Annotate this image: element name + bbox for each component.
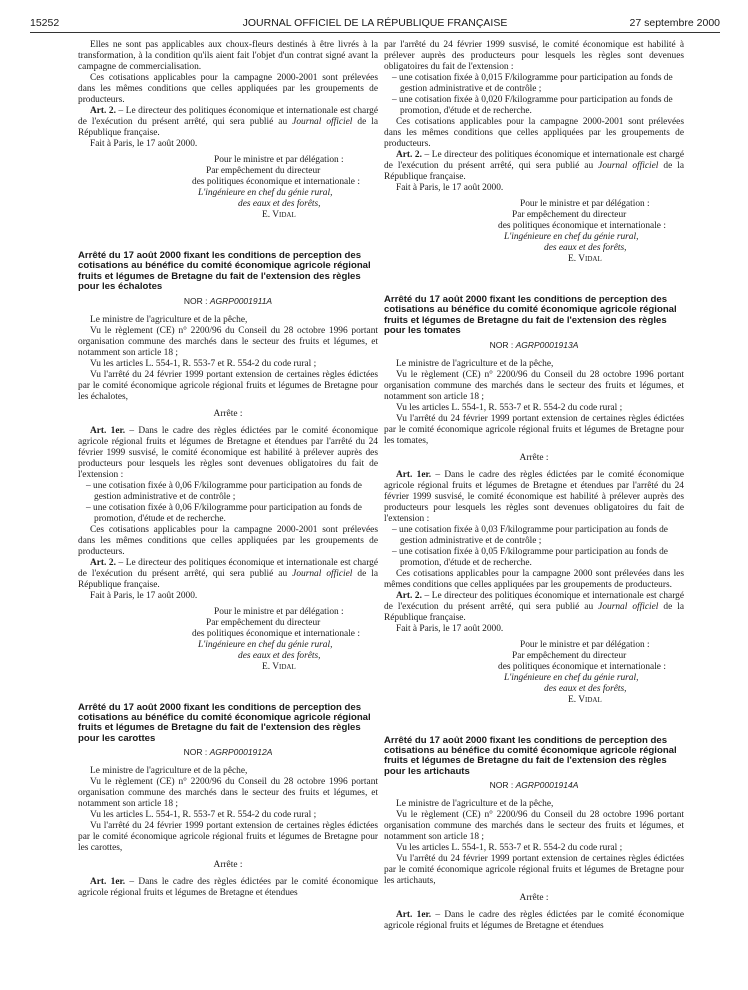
article-1: Art. 1er. – Dans le cadre des règles édictées par le comité économique agricole régional fruits et légumes de Bretagne et étendues (78, 877, 378, 899)
article-label: Art. 2. (90, 557, 116, 568)
arrete-heading: Arrête : (213, 408, 243, 419)
page-number: 15252 (30, 17, 60, 29)
paragraph: Ces cotisations applicables pour la campagne 2000-2001 sont prélevées dans les mêmes conditions que celles appliquées par les groupements de producteurs. (78, 73, 378, 105)
signature-block: Pour le ministre et par délégation : Par empêchement du directeur des politiques économique et internationale : L'ingénieure en chef du génie rural, des eaux et des forêts, E. Vidal (192, 155, 378, 221)
paragraph: Vu l'arrêté du 24 février 1999 portant extension de certaines règles édictées par le comité économique agricole régional fruits et légumes de Bretagne pour les carottes, (78, 821, 378, 854)
article-label: Art. 1er. (396, 469, 432, 480)
article-label: Art. 1er. (90, 877, 126, 888)
paragraph: Ces cotisations applicables pour la campagne 2000 sont prélevées dans les mêmes conditions que celles appliquées par les groupements de producteurs. (384, 568, 684, 590)
place-date: Fait à Paris, le 17 août 2000. (90, 590, 198, 601)
right-column (384, 40, 684, 932)
article-2: Art. 2. – Le directeur des politiques économique et internationale est chargé de l'exécution du présent arrêté, qui sera publié au Journal officiel de la République française. (78, 106, 379, 138)
arrete-heading: Arrête : (519, 452, 549, 463)
article-1: Art. 1er. – Dans le cadre des règles édictées par le comité économique agricole régional fruits et légumes de Bretagne et étendues par l'arrêté du 24 février 1999 susvisé, le comité économique est habilité à prélever auprès des producteurs pour lesquels les règles sont devenues obligatoires du fait de l'extension : (78, 425, 378, 480)
nor-reference: NOR : AGRP0001914A (489, 780, 579, 791)
nor-reference: NOR : AGRP0001911A (183, 295, 273, 306)
place-date: Fait à Paris, le 17 août 2000. (90, 139, 198, 149)
signatory-name: E. Vidal (568, 694, 602, 705)
article-label: Art. 1er. (90, 425, 126, 436)
paragraph: Ces cotisations applicables pour la campagne 2000-2001 sont prélevées dans les mêmes conditions que celles appliquées par les groupements de producteurs. (384, 117, 684, 149)
paragraph: Vu les articles L. 554-1, R. 553-7 et R. 554-2 du code rural ; (90, 358, 317, 369)
paragraph: Vu l'arrêté du 24 février 1999 portant extension de certaines règles édictées par le comité économique agricole régional fruits et légumes de Bretagne pour les échalotes, (78, 369, 378, 402)
header-rule (30, 32, 720, 33)
paragraph: Vu le règlement (CE) n° 2200/96 du Conseil du 28 octobre 1996 portant organisation commune des marchés dans le secteur des fruits et légumes, et notamment son article 18 ; (384, 810, 684, 843)
arrete-heading: Arrête : (519, 893, 549, 904)
journal-title: JOURNAL OFFICIEL DE LA RÉPUBLIQUE FRANÇAISE (242, 17, 508, 29)
signatory-name: E. Vidal (568, 254, 602, 264)
nor-reference: NOR : AGRP0001913A (489, 339, 579, 350)
article-2: Art. 2. – Le directeur des politiques économique et internationale est chargé de l'exécution du présent arrêté, qui sera publié au Journal officiel de la République française. (78, 557, 379, 590)
article-label: Art. 2. (396, 590, 422, 601)
place-date: Fait à Paris, le 17 août 2000. (396, 183, 504, 193)
paragraph: Elles ne sont pas applicables aux choux-fleurs destinés à être livrés à la transformation, à la condition qu'ils aient fait l'objet d'un contrat signé avant la campagne de commercialisation. (78, 40, 378, 72)
decree-title: Arrêté du 17 août 2000 fixant les conditions de perception des cotisations au bénéfice du comité économique agricole régional fruits et légumes de Bretagne du fait de l'extension des règles pour les artichauts (384, 734, 677, 777)
paragraph: Vu le règlement (CE) n° 2200/96 du Conseil du 28 octobre 1996 portant organisation commune des marchés dans le secteur des fruits et légumes, et notamment son article 18 ; (78, 777, 378, 810)
article-2: Art. 2. – Le directeur des politiques économique et internationale est chargé de l'exécution du présent arrêté, qui sera publié au Journal officiel de la République française. (384, 150, 685, 182)
paragraph: Ces cotisations applicables pour la campagne 2000-2001 sont prélevées dans les mêmes conditions que celles appliquées par les groupements de producteurs. (78, 524, 378, 557)
paragraph: Le ministre de l'agriculture et de la pêche, (90, 766, 248, 777)
signature-block: Pour le ministre et par délégation : Par empêchement du directeur des politiques économique et internationale : L'ingénieure en chef du génie rural, des eaux et des forêts, E. Vidal (498, 640, 684, 706)
article-label: Art. 2. (90, 106, 116, 116)
list-item: – une cotisation fixée à 0,015 F/kilogramme pour participation au fonds de gestion administrative et de contrôle ; (392, 73, 673, 94)
article-label: Art. 1er. (396, 910, 432, 921)
list-item: – une cotisation fixée à 0,020 F/kilogramme pour participation au fonds de promotion, d'étude et de recherche. (392, 95, 673, 116)
left-column (78, 40, 378, 899)
paragraph: Vu l'arrêté du 24 février 1999 portant extension de certaines règles édictées par le comité économique agricole régional fruits et légumes de Bretagne pour les artichauts, (384, 854, 684, 887)
paragraph: Vu les articles L. 554-1, R. 553-7 et R. 554-2 du code rural ; (396, 843, 623, 854)
arrete-heading: Arrête : (213, 860, 243, 871)
article-label: Art. 2. (396, 150, 422, 160)
list-item: – une cotisation fixée à 0,05 F/kilogramme pour participation au fonds de promotion, d'étude et de recherche. (392, 546, 668, 568)
signatory-name: E. Vidal (262, 661, 296, 672)
list-item: – une cotisation fixée à 0,03 F/kilogramme pour participation au fonds de gestion administrative et de contrôle ; (392, 524, 668, 546)
signature-block: Pour le ministre et par délégation : Par empêchement du directeur des politiques économique et internationale : L'ingénieure en chef du génie rural, des eaux et des forêts, E. Vidal (498, 199, 684, 265)
paragraph: Le ministre de l'agriculture et de la pêche, (396, 799, 554, 810)
signature-block: Pour le ministre et par délégation : Par empêchement du directeur des politiques économique et internationale : L'ingénieure en chef du génie rural, des eaux et des forêts, E. Vidal (192, 607, 378, 673)
list-item: – une cotisation fixée à 0,06 F/kilogramme pour participation au fonds de gestion administrative et de contrôle ; (86, 480, 362, 502)
article-2: Art. 2. – Le directeur des politiques économique et internationale est chargé de l'exécution du présent arrêté, qui sera publié au Journal officiel de la République française. (384, 590, 685, 623)
paragraph: par l'arrêté du 24 février 1999 susvisé, le comité économique est habilité à prélever auprès des producteurs pour lesquels les règles sont devenues obligatoires du fait de l'extension : (384, 40, 684, 72)
nor-reference: NOR : AGRP0001912A (183, 747, 273, 758)
paragraph: Vu les articles L. 554-1, R. 553-7 et R. 554-2 du code rural ; (90, 810, 317, 821)
issue-date: 27 septembre 2000 (629, 17, 720, 29)
paragraph: Vu l'arrêté du 24 février 1999 portant extension de certaines règles édictées par le comité économique agricole régional fruits et légumes de Bretagne pour les tomates, (384, 413, 684, 446)
decree-title: Arrêté du 17 août 2000 fixant les conditions de perception des cotisations au bénéfice du comité économique agricole régional fruits et légumes de Bretagne du fait de l'extension des règles pour les tomates (384, 294, 677, 337)
paragraph: Le ministre de l'agriculture et de la pêche, (396, 358, 554, 369)
paragraph: Vu le règlement (CE) n° 2200/96 du Conseil du 28 octobre 1996 portant organisation commune des marchés dans le secteur des fruits et légumes, et notamment son article 18 ; (78, 325, 378, 358)
paragraph: Le ministre de l'agriculture et de la pêche, (90, 314, 248, 325)
decree-title: Arrêté du 17 août 2000 fixant les conditions de perception des cotisations au bénéfice du comité économique agricole régional fruits et légumes de Bretagne du fait de l'extension des règles pour les carottes (78, 701, 371, 744)
signatory-name: E. Vidal (262, 210, 296, 220)
list-item: – une cotisation fixée à 0,06 F/kilogramme pour participation au fonds de promotion, d'étude et de recherche. (86, 502, 362, 524)
decree-title: Arrêté du 17 août 2000 fixant les conditions de perception des cotisations au bénéfice du comité économique agricole régional fruits et légumes de Bretagne du fait de l'extension des règles pour les échalotes (78, 250, 371, 293)
paragraph: Vu le règlement (CE) n° 2200/96 du Conseil du 28 octobre 1996 portant organisation commune des marchés dans le secteur des fruits et légumes, et notamment son article 18 ; (384, 369, 684, 402)
article-1: Art. 1er. – Dans le cadre des règles édictées par le comité économique agricole régional fruits et légumes de Bretagne et étendues par l'arrêté du 24 février 1999 susvisé, le comité économique est habilité à prélever auprès des producteurs pour lesquels les règles sont devenues obligatoires du fait de l'extension : (384, 469, 684, 524)
place-date: Fait à Paris, le 17 août 2000. (396, 623, 504, 634)
article-1: Art. 1er. – Dans le cadre des règles édictées par le comité économique agricole régional fruits et légumes de Bretagne et étendues (384, 910, 684, 932)
paragraph: Vu les articles L. 554-1, R. 553-7 et R. 554-2 du code rural ; (396, 402, 623, 413)
